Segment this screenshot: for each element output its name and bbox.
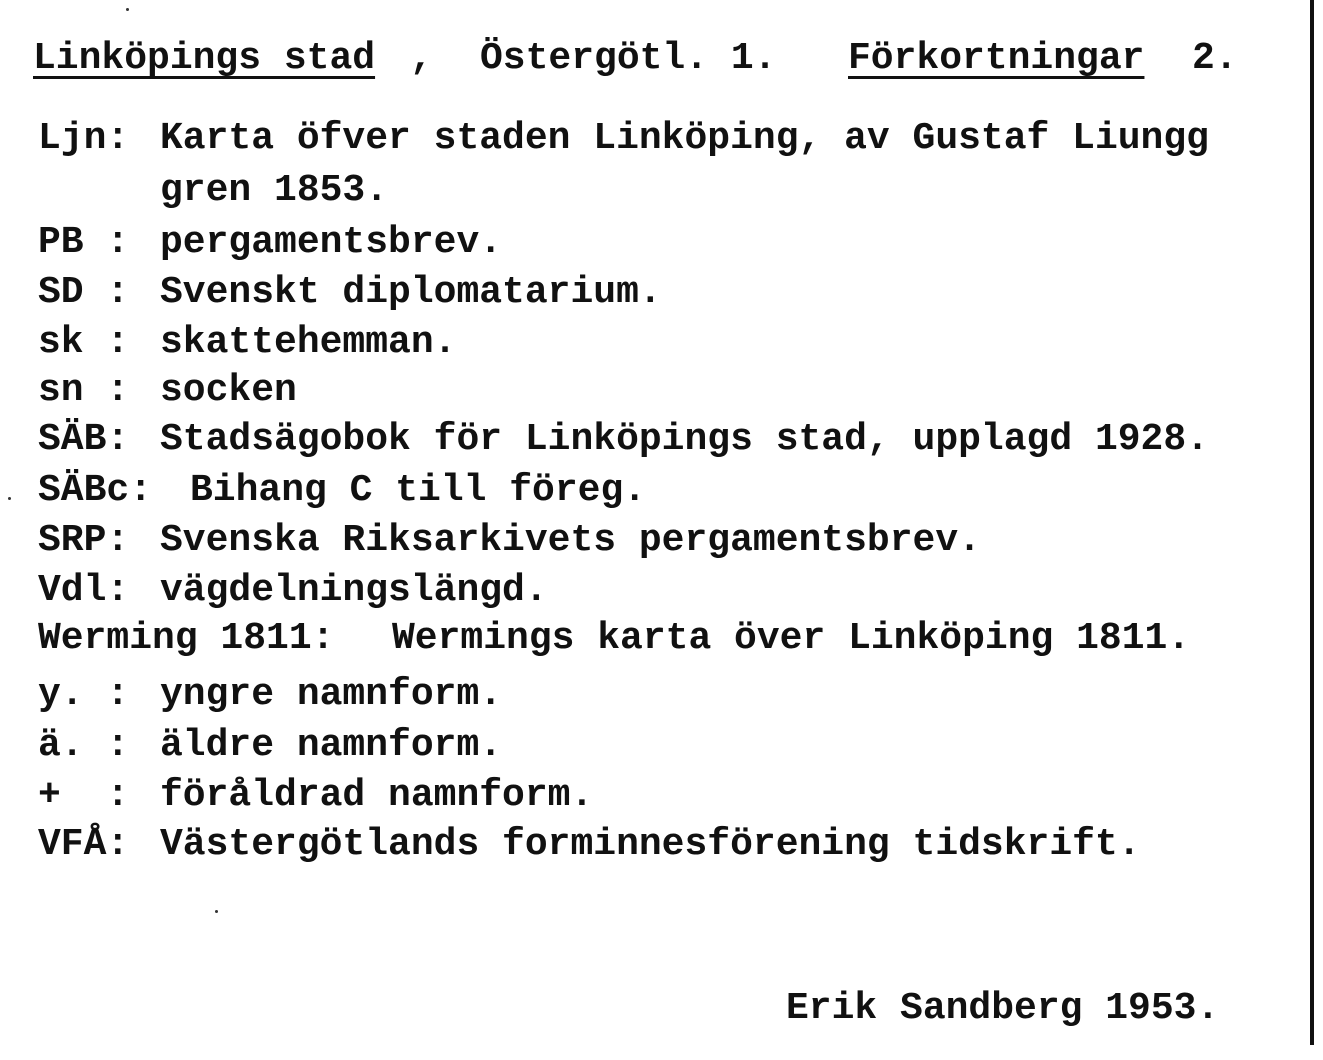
entry-text-sabc: Bihang C till föreg. [190,469,647,512]
signature: Erik Sandberg 1953. [786,987,1220,1030]
entry-abbr-werming: Werming 1811: [38,617,335,660]
entry-abbr-vfa: VFÅ: [38,823,130,866]
entry-abbr-pb: PB : [38,221,130,264]
entry-text-pb: pergamentsbrev. [160,221,503,264]
entry-text-sd: Svenskt diplomatarium. [160,271,662,314]
entry-abbr-sabc: SÄBc: [38,469,153,512]
entry-text-vdl: vägdelningslängd. [160,569,548,612]
entry-abbr-sn: sn : [38,369,130,412]
entry-abbr-srp: SRP: [38,519,130,562]
entry-text-sk: skattehemman. [160,321,457,364]
paper-speck [126,8,129,11]
card-edge [1310,0,1314,1045]
header-title: Förkortningar [848,37,1145,80]
entry-text-vfa: Västergötlands forminnesförening tidskrift. [160,823,1141,866]
entry-text-y: yngre namnform. [160,673,503,716]
entry-abbr-y: y. : [38,673,130,716]
entry-abbr-sk: sk : [38,321,130,364]
entry-abbr-a: ä. : [38,724,130,767]
entry-text-plus: föråldrad namnform. [160,774,594,817]
paper-speck [215,910,218,913]
entry-abbr-sd: SD : [38,271,130,314]
entry-abbr-ljn: Ljn: [38,117,130,160]
entry-text-a: äldre namnform. [160,724,503,767]
entry-text-sn: socken [160,369,297,412]
header-province: Östergötl. 1. [480,37,777,80]
paper-speck [8,497,11,500]
entry-text-ljn: Karta öfver staden Linköping, av Gustaf Liungg [160,117,1209,160]
entry-abbr-sab: SÄB: [38,418,130,461]
entry-abbr-vdl: Vdl: [38,569,130,612]
entry-text-werming: Wermings karta över Linköping 1811. [392,617,1191,660]
entry-text-sab: Stadsägobok för Linköpings stad, upplagd 1928. [160,418,1209,461]
entry-text-ljn-continued: gren 1853. [160,169,389,212]
header-page-number: 2. [1192,37,1238,80]
entry-abbr-plus: + : [38,774,130,817]
header-place: Linköpings stad [33,37,376,80]
header-separator: , [410,37,433,80]
entry-text-srp: Svenska Riksarkivets pergamentsbrev. [160,519,981,562]
